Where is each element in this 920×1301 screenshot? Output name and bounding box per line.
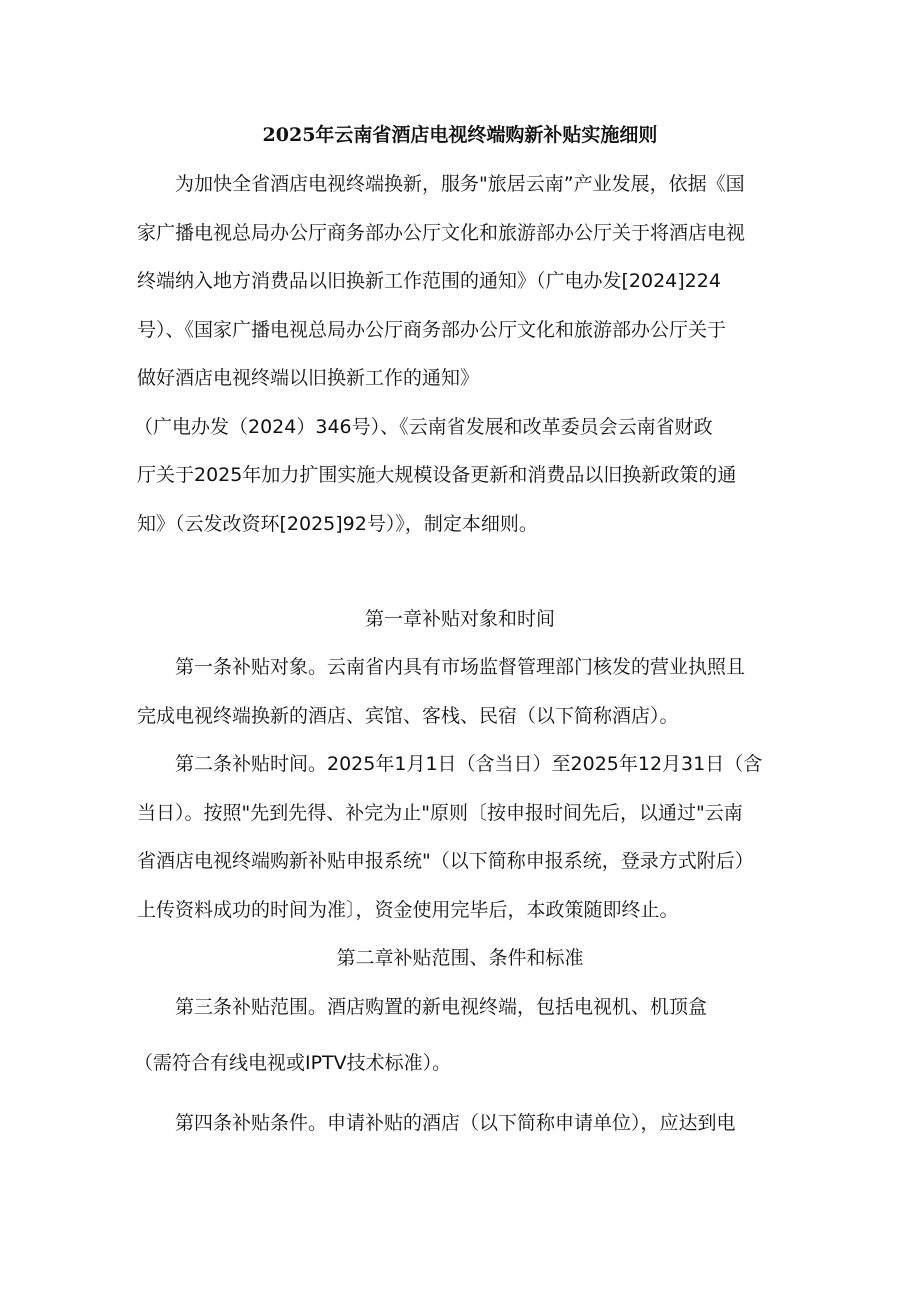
document-title: 2025年云南省酒店电视终端购新补贴实施细则 [262, 124, 658, 146]
chapter-2-heading: 第二章补贴范围、条件和标准 [336, 947, 584, 969]
article-3-line-2: （需符合有线电视或IPTV技术标准）。 [134, 1052, 452, 1074]
article-1-line-2: 完成电视终端换新的酒店、宾馆、客栈、民宿（以下简称酒店）。 [137, 705, 679, 727]
intro-line-2: 家广播电视总局办公厅商务部办公厅文化和旅游部办公厅关于将酒店电视 [137, 222, 746, 244]
intro-line-6: （广电办发（2024）346号）、《云南省发展和改革委员会云南省财政 [134, 416, 713, 438]
article-3-line-1: 第三条补贴范围。酒店购置的新电视终端，包括电视机、机顶盒 [175, 996, 708, 1018]
article-2-line-2: 当日）。按照"先到先得、补完为止"原则〔按申报时间先后，以通过"云南 [137, 802, 743, 824]
intro-line-3: 终端纳入地方消费品以旧换新工作范围的通知》（广电办发[2024]224 [137, 270, 721, 292]
article-2-line-4: 上传资料成功的时间为准〕，资金使用完毕后，本政策随即终止。 [137, 899, 679, 921]
intro-line-5: 做好酒店电视终端以旧换新工作的通知》 [137, 367, 480, 389]
intro-line-4: 号）、《国家广播电视总局办公厅商务部办公厅文化和旅游部办公厅关于 [137, 319, 727, 341]
article-2-line-3: 省酒店电视终端购新补贴申报系统"（以下简称申报系统，登录方式附后） [137, 850, 754, 872]
intro-line-1: 为加快全省酒店电视终端换新，服务"旅居云南”产业发展，依据《国 [175, 173, 745, 195]
intro-line-8: 知》（云发改资环[2025]92号）》，制定本细则。 [137, 513, 538, 535]
article-1-line-1: 第一条补贴对象。云南省内具有市场监督管理部门核发的营业执照且 [175, 656, 746, 678]
intro-line-7: 厅关于2025年加力扩围实施大规模设备更新和消费品以旧换新政策的通 [137, 464, 737, 486]
chapter-1-heading: 第一章补贴对象和时间 [364, 608, 555, 630]
article-2-line-1: 第二条补贴时间。2025年1月1日（含当日）至2025年12月31日（含 [175, 753, 763, 775]
article-4-line-1: 第四条补贴条件。申请补贴的酒店（以下简称申请单位），应达到电 [175, 1112, 736, 1134]
